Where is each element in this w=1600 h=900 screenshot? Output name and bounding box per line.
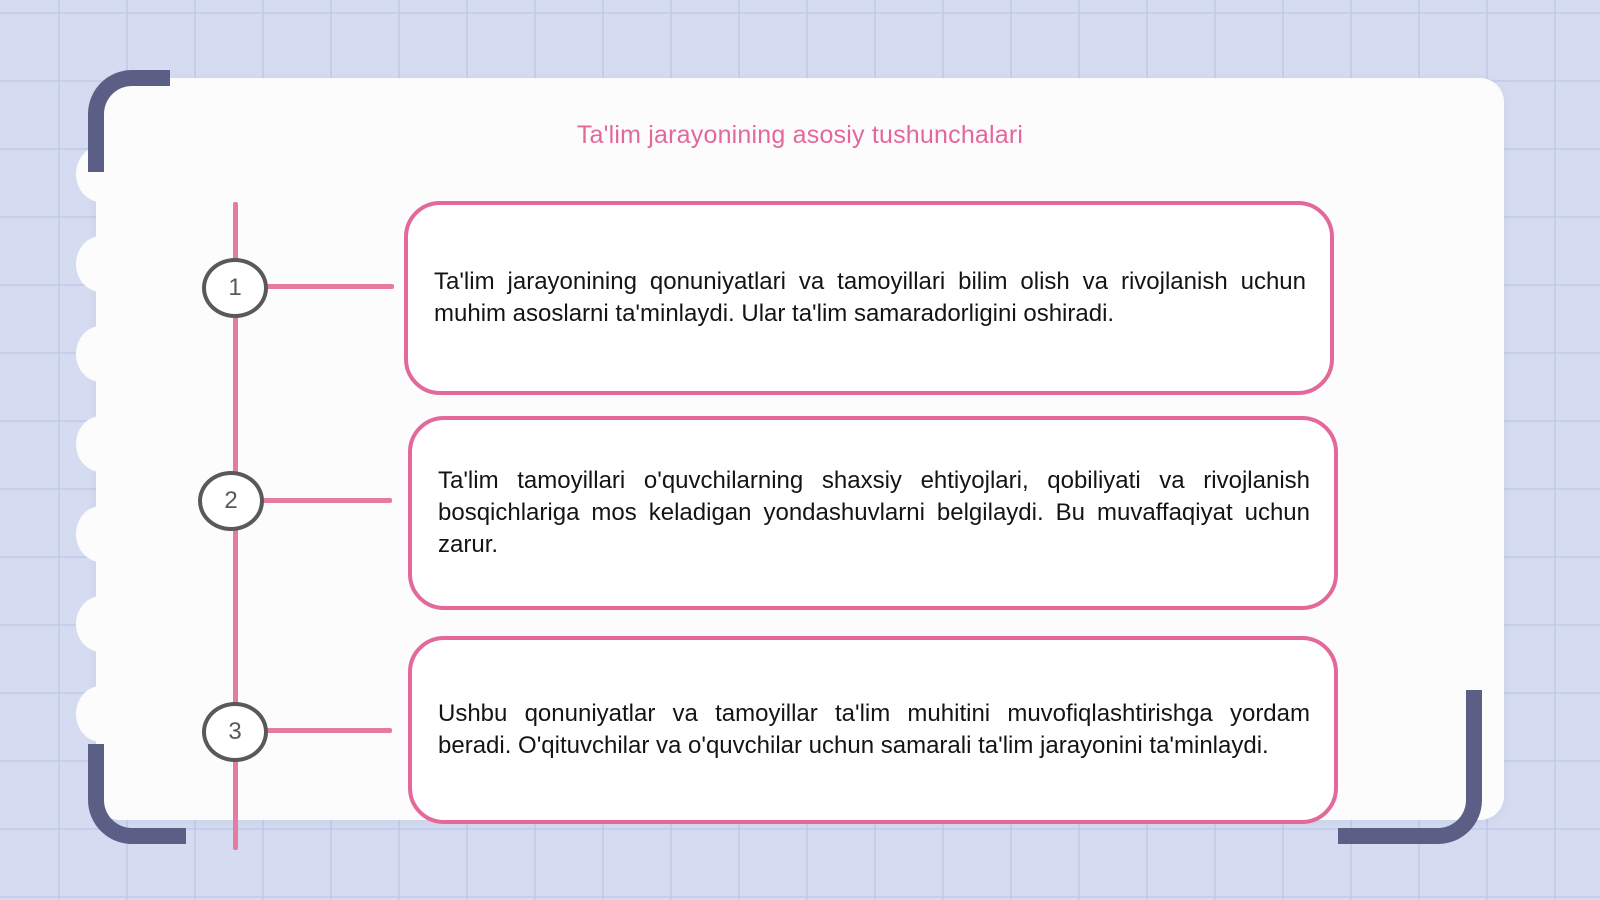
step-box-2 [408, 416, 1338, 610]
step-box-3 [408, 636, 1338, 824]
scallop-decoration [76, 236, 126, 292]
step-text-3: Ushbu qonuniyatlar va tamoyillar ta'lim muhitini muvofiqlashtirishga yordam beradi. O'qituvchilar va o'quvchilar uchun samarali ta'lim jarayonini ta'minlaydi. [438, 700, 1310, 759]
scallop-decoration [76, 506, 126, 562]
step-text-2: Ta'lim tamoyillari o'quvchilarning shaxsiy ehtiyojlari, qobiliyati va rivojlanish bosqichlariga mos keladigan yondashuvlarni belgilaydi. Bu muvaffaqiyat uchun zarur. [438, 467, 1310, 558]
step-text-1: Ta'lim jarayonining qonuniyatlari va tamoyillari bilim olish va rivojlanish uchun muhim asoslarni ta'minlaydi. Ular ta'lim samaradorligini oshiradi. [434, 268, 1306, 327]
timeline-connector-2 [262, 498, 392, 503]
timeline-connector-3 [266, 728, 392, 733]
scallop-decoration [76, 686, 126, 742]
step-number-2: 2 [198, 471, 264, 531]
step-box-1 [404, 201, 1334, 395]
timeline-connector-1 [266, 284, 394, 289]
step-number-3: 3 [202, 702, 268, 762]
step-number-1: 1 [202, 258, 268, 318]
scallop-decoration [76, 596, 126, 652]
slide-title: Ta'lim jarayonining asosiy tushunchalari [576, 121, 1024, 149]
scallop-decoration [76, 416, 126, 472]
corner-bracket-bottom-right [1338, 690, 1482, 844]
scallop-decoration [76, 326, 126, 382]
corner-bracket-bottom-left [88, 744, 186, 844]
